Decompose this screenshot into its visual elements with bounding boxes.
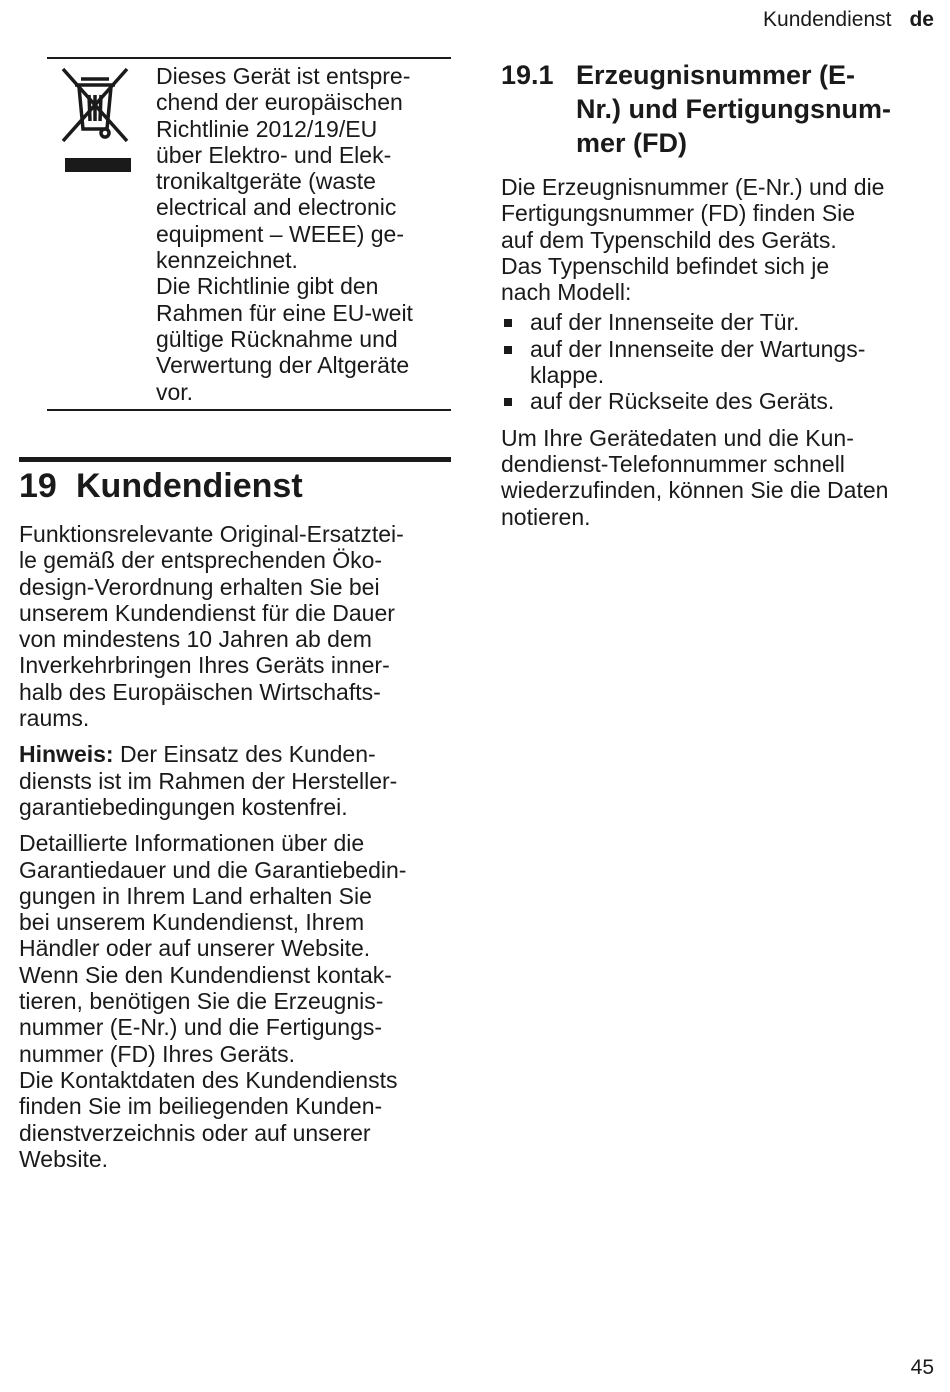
section-19-number: 19 [19,467,57,505]
page-number: 45 [910,1356,934,1379]
section-19-1-title: Erzeugnisnummer (E- Nr.) und Fertigungsnum- mer (FD) [576,60,891,158]
left-column-body [19,521,453,1182]
header-language-code: de [909,8,934,31]
rating-plate-intro: Die Erzeugnisnummer (E-Nr.) und die Fertigungsnummer (FD) finden Sie auf dem Typenschild des Geräts. Das Typenschild befindet sich je nach Modell: [501,174,885,306]
section-19-title: Kundendienst [76,467,303,505]
weee-text: Dieses Gerät ist entspre- chend der europäischen Richtlinie 2012/19/EU über Elektro- und Elek- tronikaltgeräte (waste electrical and electronic equipment – WEEE) ge- kennzeichnet. Die Richtlinie gibt den Rahmen für eine EU-weit gültige Rücknahme und Verwertung der Altgeräte vor. [156,63,413,405]
spare-parts-paragraph: Funktionsrelevante Original-Ersatztei- le gemäß der entsprechenden Öko- design-Verordnung erhalten Sie bei unserem Kundendienst für die Dauer von mindestens 10 Jahren ab dem Inverkehrbringen Ihres Geräts inner- halb des Europäischen Wirtschafts- raums. [19,521,404,732]
section-divider-rule [19,457,451,462]
weee-notice-box [47,57,451,411]
running-header [763,8,934,32]
warranty-info-paragraph: Detaillierte Informationen über die Garantiedauer und die Garantiebedin- gungen in Ihrem Land erhalten Sie bei unserem Kundendienst, Ihrem Händler oder auf unserer Website. Wenn Sie den Kundendienst kontak- tieren, benötigen Sie die Erzeugnis- nummer (E-Nr.) und die Fertigungs- nummer (FD) Ihres Geräts. Die Kontaktdaten des Kundendiensts finden Sie im beiliegenden Kunden- dienstverzeichnis oder auf unserer Website. [19,830,407,1172]
rating-plate-locations-list [501,309,941,414]
section-19-1-heading [501,58,941,160]
note-label: Hinweis: [19,741,114,768]
section-19-1-number: 19.1 [501,60,554,90]
section-19-heading [19,466,303,506]
crossed-out-wheelie-bin-icon [55,63,135,173]
right-column-body [501,174,941,540]
list-item: auf der Rückseite des Geräts. [501,388,941,414]
list-item: auf der Innenseite der Wartungs- klappe. [501,336,941,389]
header-section-title: Kundendienst [763,8,892,31]
list-item: auf der Innenseite der Tür. [501,309,941,335]
note-data-paragraph: Um Ihre Gerätedaten und die Kun- dendienst-Telefonnummer schnell wiederzufinden, können Sie die Daten notieren. [501,424,889,530]
note-paragraph: Hinweis: Der Einsatz des Kunden- diensts ist im Rahmen der Hersteller- garantiebedingungen kostenfrei. [19,741,398,820]
